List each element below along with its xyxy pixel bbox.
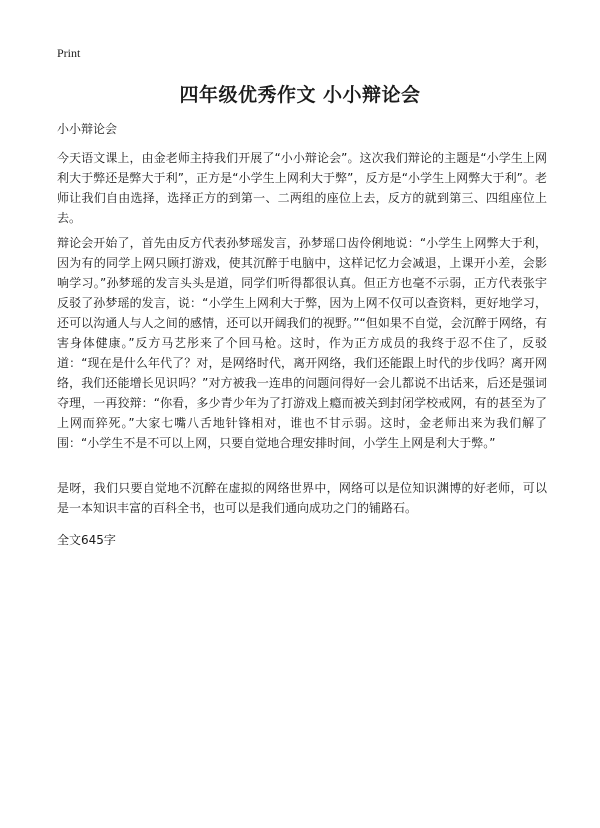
print-link[interactable]: Print [57,46,81,60]
paragraph-intro: 今天语文课上，由金老师主持我们开展了“小小辩论会”。这次我们辩论的主题是“小学生上网利大于弊还是弊大于利”，正方是“小学生上网利大于弊”，反方是“小学生上网弊大于利”。老师让我们自由选择，选择正方的到第一、二两组的座位上去，反方的就到第三、四组座位上去。 [57,151,547,225]
paragraph-conclusion: 是呀，我们只要自觉地不沉醉在虚拟的网络世界中，网络可以是位知识渊博的好老师，可以是一本知识丰富的百科全书，也可以是我们通向成功之门的铺路石。 [57,481,547,515]
article-subtitle: 小小辩论会 [57,122,118,136]
paragraph-debate: 辩论会开始了，首先由反方代表孙梦瑶发言，孙梦瑶口齿伶俐地说：“小学生上网弊大于利，因为有的同学上网只顾打游戏，使其沉醉于电脑中，这样记忆力会减退，上课开小差，会影响学习。”孙梦瑶的发言头头是道，同学们听得都很认真。但正方也毫不示弱，正方代表张宇反驳了孙梦瑶的发言，说：“小学生上网利大于弊，因为上网不仅可以查资料，更好地学习，还可以沟通人与人之间的感情，还可以开阔我们的视野。”“但如果不自觉，会沉醉于网络，有害身体健康。”反方马艺彤来了个回马枪。这时，作为正方成员的我终于忍不住了，反驳道：“现在是什么年代了？对，是网络时代，离开网络，我们还能跟上时代的步伐吗？离开网络，我们还能增长见识吗？”对方被我一连串的问题问得好一会儿都说不出话来，后还是强词夺理，一再狡辩：“你看，多少青少年为了打游戏上瘾而被关到封闭学校戒网，有的甚至为了上网而猝死。”大家七嘴八舌地针锋相对，谁也不甘示弱。这时，金老师出来为我们解了围：“小学生不是不可以上网，只要自觉地合理安排时间，小学生上网是利大于弊。” [57,236,547,450]
article-title: 四年级优秀作文 小小辩论会 [179,84,421,106]
word-count: 全文645字 [57,533,116,547]
